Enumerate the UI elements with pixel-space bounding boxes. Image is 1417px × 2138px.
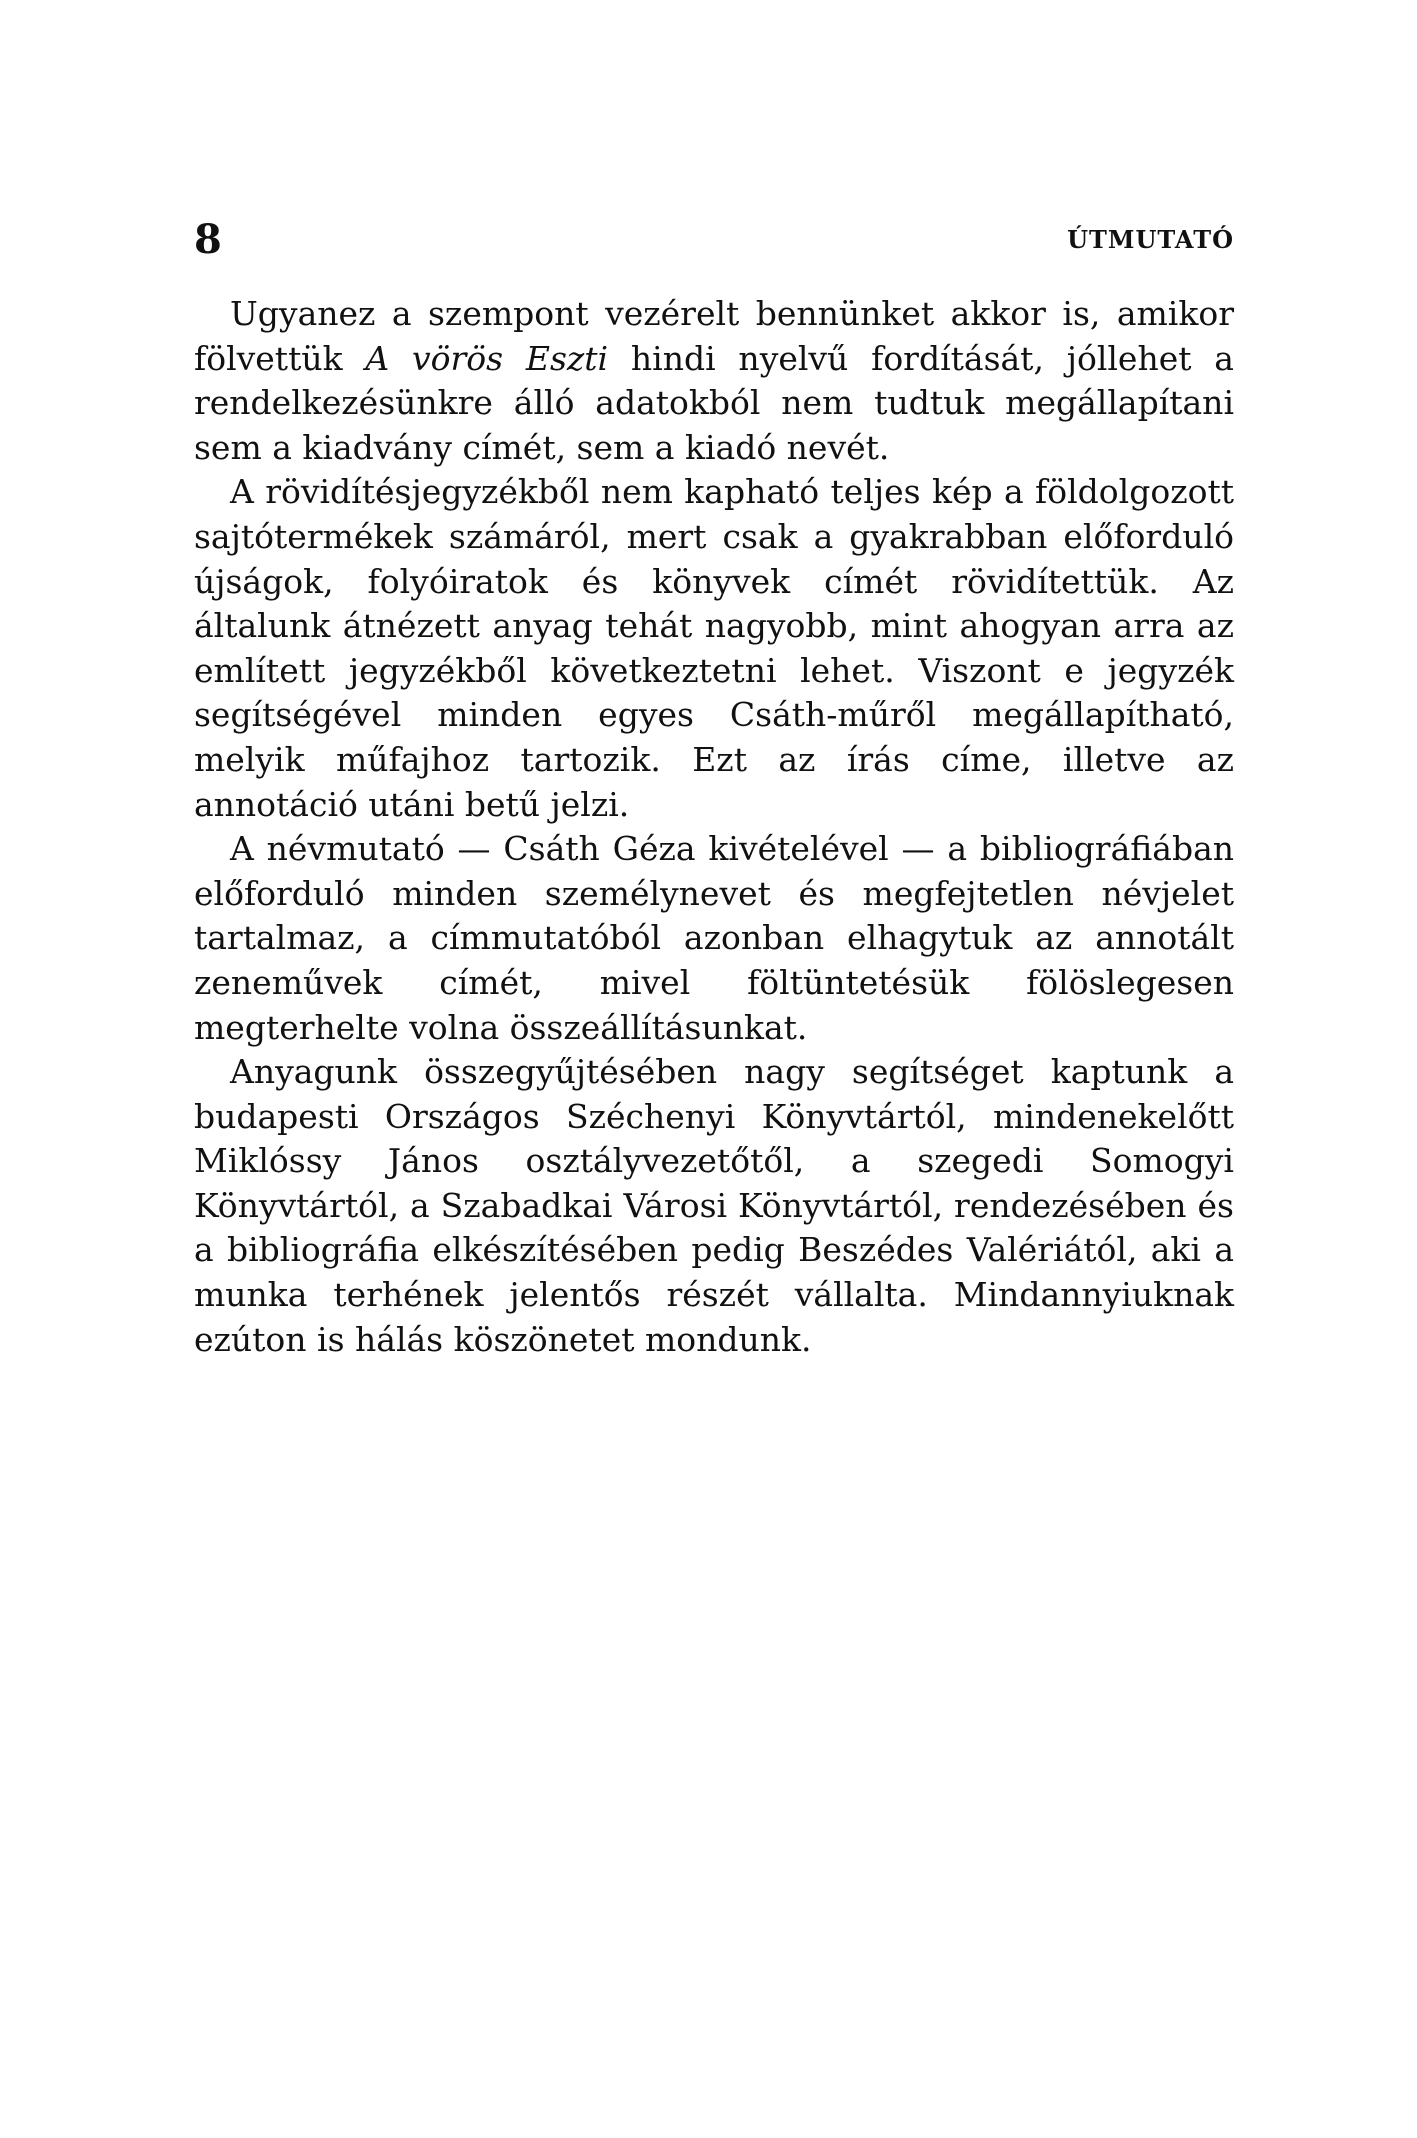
paragraph-2: A rövidítésjegyzékből nem kapható teljes kép a földolgozott sajtótermékek számáról, mert csak a gyakrabban előforduló újságok, folyóiratok és könyvek címét rövidítettük. Az általunk átnézett anyag tehát nagyobb, mint ahogyan arra az említett jegyzékből következtetni lehet. Viszont e jegyzék segítségével minden egyes Csáth-műről megállapítható, melyik műfajhoz tartozik. Ezt az írás címe, illetve az annotáció utáni betű jelzi.: [194, 472, 1234, 824]
page-number: 8: [194, 216, 222, 263]
paragraph-3: A névmutató — Csáth Géza kivételével — a bibliográfiában előforduló minden személynevet és megfejtetlen névjelet tartalmaz, a címmutatóból azonban elhagytuk az annotált zeneművek címét, mivel föltüntetésük fölöslegesen megterhelte volna összeállításunkat.: [194, 829, 1234, 1047]
running-head: ÚTMUTATÓ: [1067, 225, 1234, 254]
body-text: [194, 292, 1234, 1362]
paragraph-1: [194, 292, 1234, 470]
paragraph-1-rest: hindi nyelvű fordítását, jóllehet a rendelkezésünkre álló adatokból nem tudtuk megállapítani sem a kiadvány címét, sem a kiadó nevét.: [194, 338, 1234, 467]
book-title-italic: A vörös Eszti: [365, 338, 609, 378]
paragraph-1-lead: Ugyanez a szempont vezérelt bennünket akkor is, amikor fölvettük: [194, 294, 1234, 378]
paragraph-4: Anyagunk összegyűjtésében nagy segítséget kaptunk a budapesti Országos Széchenyi Könyvtártól, mindenekelőtt Miklóssy János osztályvezetőtől, a szegedi Somogyi Könyvtártól, a Szabadkai Városi Könyvtártól, rendezésében és a bibliográfia elkészítésében pedig Beszédes Valériától, aki a munka terhének jelentős részét vállalta. Mindannyiuknak ezúton is hálás köszönetet mondunk.: [194, 1052, 1234, 1359]
page-header: [194, 210, 1234, 270]
